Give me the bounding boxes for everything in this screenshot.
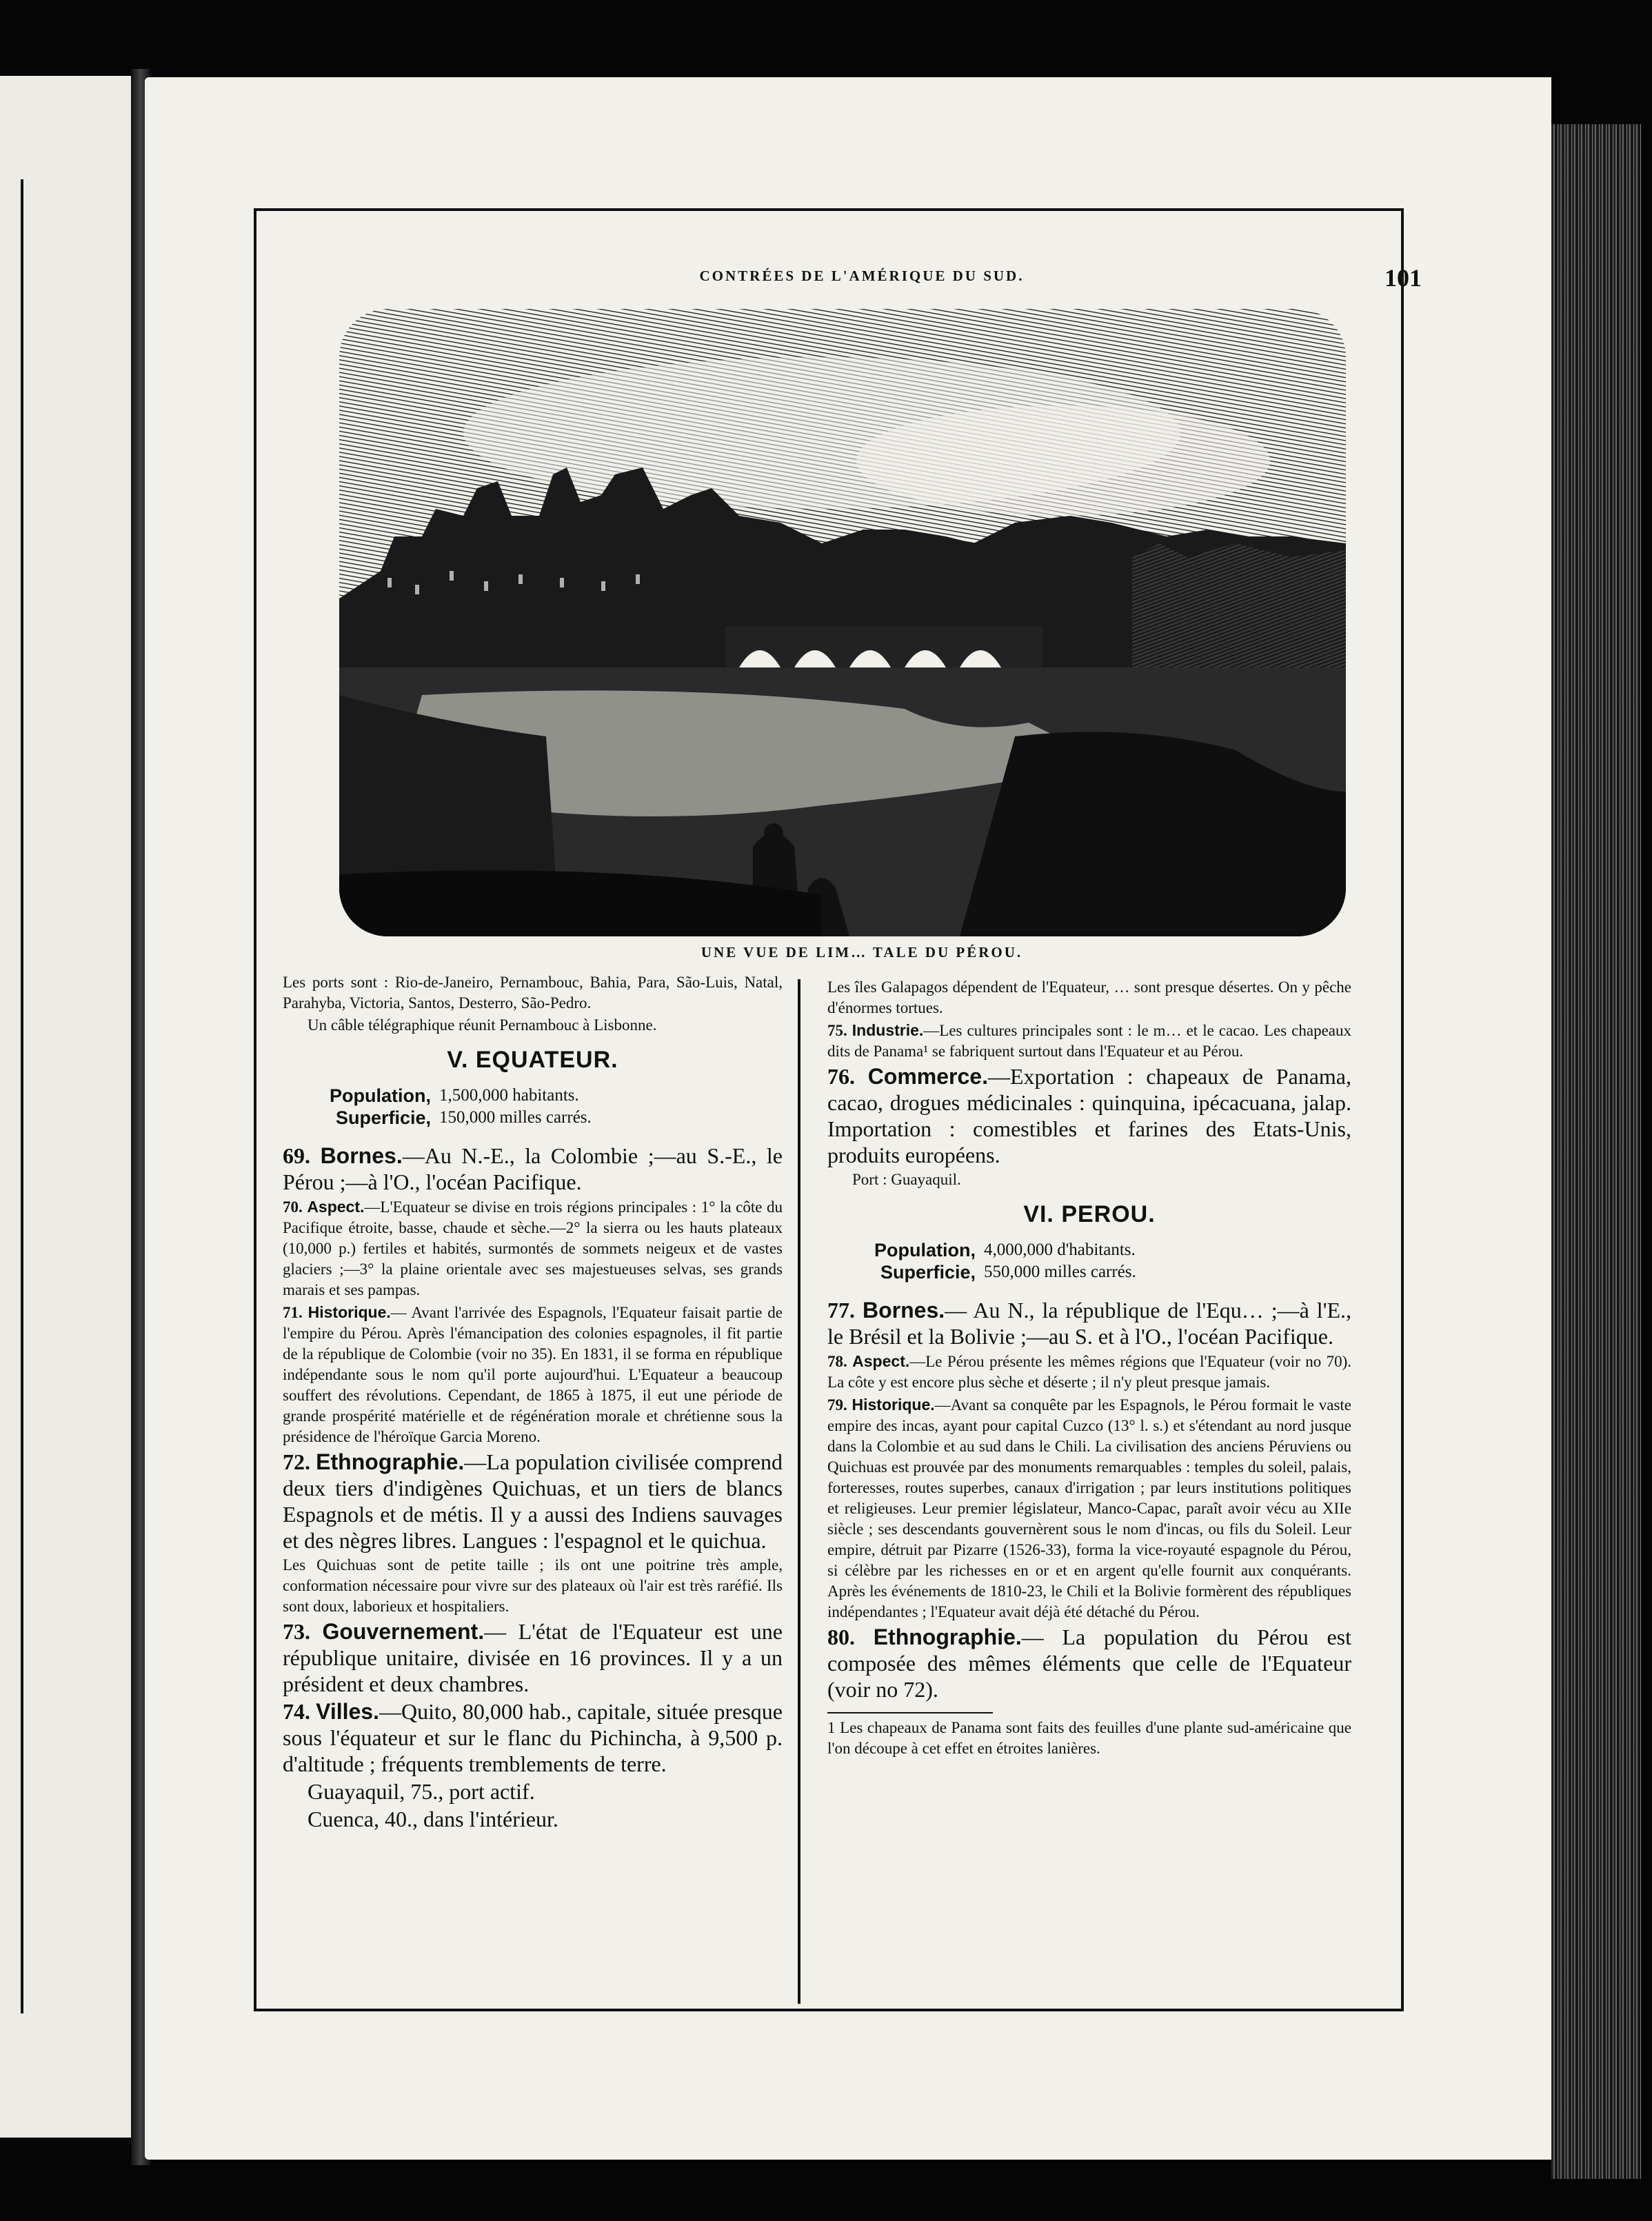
section-70 <box>283 1196 783 1300</box>
perou-stats <box>827 1239 1351 1283</box>
engraving-illustration <box>339 309 1346 936</box>
stat-row-population <box>827 1239 1351 1261</box>
section-80 <box>827 1624 1351 1702</box>
section-text: — L'état de l'Equateur est une république unitaire, divisée en 16 provinces. Il y a un président et deux chambres. <box>283 1619 783 1696</box>
section-keyword: Bornes. <box>862 1298 945 1323</box>
section-keyword: Gouvernement. <box>322 1619 485 1644</box>
section-number: 77. <box>827 1298 855 1323</box>
section-keyword: Bornes. <box>320 1143 403 1168</box>
section-keyword: Ethnographie. <box>873 1625 1022 1649</box>
section-77 <box>827 1297 1351 1349</box>
section-keyword: Ethnographie. <box>316 1449 465 1474</box>
section-text: —Les cultures principales sont : le m… et le cacao. Les chapeaux dits de Panama¹ se fabriquent surtout dans l'Equateur et au Pérou. <box>827 1022 1352 1060</box>
section-text: —L'Equateur se divise en trois régions principales : 1° la côte du Pacifique étroite, basse, chaude et sèche.—2° la sierra ou les hauts plateaux (10,000 p.) fertiles et habités, surmontés de sommets neigeux et de vastes glaciers ;—3° la plaine orientale avec ses majestueuses selvas, ses grands marais et ses pampas. <box>283 1198 783 1298</box>
ports-paragraph: Les ports sont : Rio-de-Janeiro, Pernambouc, Bahia, Para, São-Luis, Natal, Parahyba, Victoria, Santos, Desterro, São-Pedro. <box>283 974 783 1012</box>
section-72-note: Les Quichuas sont de petite taille ; ils ont une poitrine très ample, conformation nécessaire pour vivre sur des plateaux où l'air est très raréfié. Ils sont doux, laborieux et hospitaliers. <box>283 1556 783 1615</box>
section-keyword: Aspect. <box>852 1352 910 1370</box>
right-column <box>827 977 1351 1760</box>
stat-label: Superficie, <box>880 1262 976 1283</box>
port-line: Port : Guayaquil. <box>852 1171 961 1188</box>
column-divider <box>798 979 800 2004</box>
section-text: — Avant l'arrivée des Espagnols, l'Equateur faisait partie de l'empire du Pérou. Après l'émancipation des colonies espagnoles, il fit partie de la république de Colombie (voir no 35). En 1831, il se forma en république indépendante sous le nom qu'il porte aujourd'hui. L'Equateur a beaucoup souffert des révolutions. Cependant, de 1865 à 1875, il eut une période de grande prospérité matérielle et de régénération morale et chrétienne sous la présidence de l'héroïque Garcia Moreno. <box>283 1304 783 1445</box>
stat-label: Population, <box>874 1240 976 1260</box>
equateur-stats <box>283 1085 783 1129</box>
section-number: 69. <box>283 1143 310 1168</box>
engraving-scene <box>339 309 1346 936</box>
footnote-rule <box>827 1712 993 1714</box>
section-keyword: Commerce. <box>867 1064 988 1089</box>
stat-value: 4,000,000 d'habitants. <box>984 1240 1136 1259</box>
section-72 <box>283 1449 783 1554</box>
section-number: 72. <box>283 1449 310 1474</box>
section-heading-perou: VI. PEROU. <box>1023 1201 1156 1227</box>
section-text: —Avant sa conquête par les Espagnols, le Pérou formait le vaste empire des incas, ayant pour capital Cuzco (13° l. s.) et s'étendant au nord jusque dans la Colombie et au sud dans le Chili. La civilisation des anciens Péruviens ou Quichuas est prouvée par des monuments remarquables : temples du soleil, palais, forteresses, routes superbes, canaux d'irrigation ; par leurs institutions politiques et religieuses. Leur premier législateur, Manco-Capac, paraît avoir vécu au XIIe siècle ; ses descendants gouvernèrent sous le nom d'incas, ou fils du Soleil. Leur empire, détruit par Pizarre (1526-33), forma la vice-royauté espagnole du Pérou, si célèbre par les richesses en or et en argent qu'elle fournit aux conquérants. Après les événements de 1810-23, le Chili et la Bolivie formèrent des républiques indépendantes ; l'Equateur avait déjà été détaché du Pérou. <box>827 1396 1351 1620</box>
section-number: 73. <box>283 1619 310 1644</box>
galapagos-paragraph: Les îles Galapagos dépendent de l'Equateur, … sont presque désertes. On y pêche d'énormes tortues. <box>827 978 1351 1016</box>
section-78 <box>827 1351 1351 1393</box>
section-number: 78. <box>827 1353 847 1370</box>
section-74 <box>283 1698 783 1777</box>
stat-label: Population, <box>330 1085 431 1106</box>
facing-page-edge <box>0 76 131 2138</box>
section-text: —Au N.-E., la Colombie ;—au S.-E., le Pérou ;—à l'O., l'océan Pacifique. <box>283 1143 783 1194</box>
facing-page-border <box>0 179 23 2013</box>
section-keyword: Industrie. <box>852 1021 924 1039</box>
section-number: 74. <box>283 1699 310 1724</box>
stat-label: Superficie, <box>335 1107 431 1128</box>
section-keyword: Aspect. <box>307 1198 365 1216</box>
section-keyword: Historique. <box>852 1396 935 1414</box>
section-69 <box>283 1143 783 1195</box>
section-number: 75. <box>827 1022 847 1039</box>
section-keyword: Villes. <box>316 1699 379 1724</box>
section-number: 71. <box>283 1304 303 1321</box>
section-number: 79. <box>827 1396 847 1414</box>
stat-value: 1,500,000 habitants. <box>439 1086 579 1105</box>
section-keyword: Historique. <box>308 1303 391 1321</box>
section-text: — Au N., la république de l'Equ… ;—à l'E., le Brésil et la Bolivie ;—au S. et à l'O., l'océan Pacifique. <box>827 1298 1352 1349</box>
engraving-caption: UNE VUE DE LIM… TALE DU PÉROU. <box>701 944 1023 961</box>
left-column <box>283 972 783 1833</box>
section-71 <box>283 1302 783 1447</box>
section-73 <box>283 1618 783 1697</box>
section-text: —Exportation : chapeaux de Panama, cacao, drogues médicinales : quinquina, ipécacuana, jalap. Importation : comestibles et farines des Etats-Unis, produits européens. <box>827 1064 1352 1167</box>
section-text: —Quito, 80,000 hab., capitale, située presque sous l'équateur et sur le flanc du Pichincha, à 9,500 p. d'altitude ; fréquents tremblements de terre. <box>283 1699 783 1776</box>
running-head: CONTRÉES DE L'AMÉRIQUE DU SUD. <box>699 268 1025 284</box>
city-cuenca: Cuenca, 40., dans l'intérieur. <box>308 1807 558 1831</box>
section-79 <box>827 1394 1351 1622</box>
stat-row-superficie <box>283 1107 783 1129</box>
page-edges <box>1551 124 1641 2179</box>
footnote: 1 Les chapeaux de Panama sont faits des feuilles d'une plante sud-américaine que l'on découpe à cet effet en étroites lanières. <box>827 1719 1351 1757</box>
page-number: 101 <box>1384 264 1422 292</box>
city-guayaquil: Guayaquil, 75., port actif. <box>308 1779 535 1804</box>
section-number: 76. <box>827 1064 855 1089</box>
stat-row-superficie <box>827 1261 1351 1283</box>
section-text: —Le Pérou présente les mêmes régions que l'Equateur (voir no 70). La côte y est encore plus sèche et déserte ; il n'y pleut presque jamais. <box>827 1353 1352 1391</box>
section-75 <box>827 1020 1351 1062</box>
section-76 <box>827 1063 1351 1168</box>
stat-row-population <box>283 1085 783 1107</box>
section-text: —La population civilisée comprend deux tiers d'indigènes Quichuas, et un tiers de blancs Espagnols et de métis. Il y a aussi des Indiens sauvages et des nègres libres. Langues : l'espagnol et le quichua. <box>283 1449 783 1553</box>
stat-value: 550,000 milles carrés. <box>984 1263 1136 1281</box>
stat-value: 150,000 milles carrés. <box>439 1108 592 1127</box>
section-number: 70. <box>283 1198 303 1216</box>
section-text: — La population du Pérou est composée des mêmes éléments que celle de l'Equateur (voir no 72). <box>827 1625 1352 1702</box>
section-number: 80. <box>827 1625 855 1649</box>
section-heading-equateur: V. EQUATEUR. <box>447 1047 618 1073</box>
cable-paragraph: Un câble télégraphique réunit Pernambouc à Lisbonne. <box>308 1016 657 1034</box>
